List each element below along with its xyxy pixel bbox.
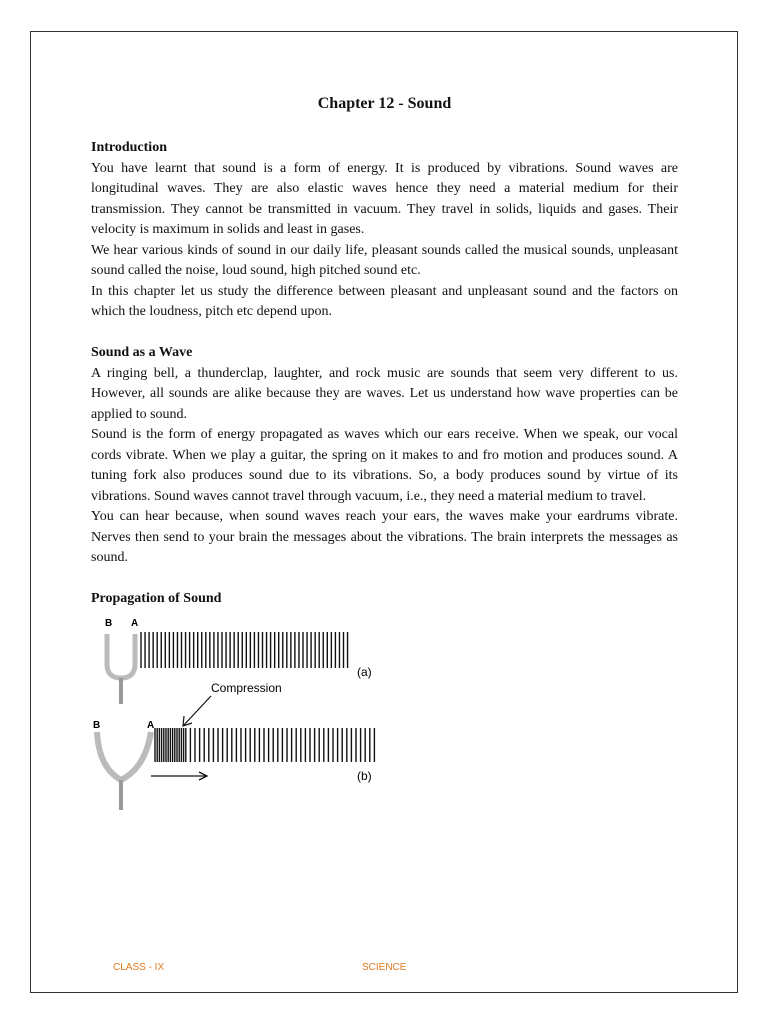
paragraph: A ringing bell, a thunderclap, laughter, and rock music are sounds that seem very different to us. However, all sounds are alike because they are waves. Let us understand how wave properties can be applied to sound.	[91, 365, 678, 422]
paragraph: In this chapter let us study the difference between pleasant and unpleasant sound and the factors on which the loudness, pitch etc depend upon.	[91, 283, 678, 319]
paragraph: You can hear because, when sound waves reach your ears, the waves make your eardrums vibrate. Nerves then send to your brain the messages about the vibrations. The brain interprets the messages as sound.	[91, 509, 678, 565]
compression-arrow	[183, 696, 211, 726]
tuning-fork-diagram	[91, 612, 391, 812]
caption-b: (b)	[357, 768, 372, 783]
paragraph: You have learnt that sound is a form of energy. It is produced by vibrations. Sound waves are longitudinal waves. They are also elastic waves hence they need a material medium for their transmission. They cannot be transmitted in vacuum. They travel in solids, liquids and gases. Their velocity is maximum in solids and least in gases.	[91, 160, 678, 237]
section-heading-sound-as-wave: Sound as a Wave	[91, 345, 193, 360]
paragraph: Sound is the form of energy propagated as waves which our ears receive. When we speak, our vocal cords vibrate. When we play a guitar, the spring on it makes to and fro motion and produces sound. A tuning fork also produces sound due to its vibrations. So, a body produces sound by virtue of its vibrations. Sound waves cannot travel through vacuum, i.e., they need a material medium to travel.	[91, 427, 678, 504]
label-a-bottom: A	[147, 719, 155, 731]
footer-subject: SCIENCE	[362, 962, 407, 973]
compression-label: Compression	[211, 680, 282, 695]
label-b-bottom: B	[93, 719, 101, 731]
wave-lines-top	[141, 632, 348, 668]
wave-lines-bottom	[155, 728, 374, 762]
section-heading-propagation: Propagation of Sound	[91, 591, 222, 606]
page-title: Chapter 12 - Sound	[317, 95, 452, 112]
paragraph: We hear various kinds of sound in our daily life, pleasant sounds called the musical sounds, unpleasant sound called the noise, loud sound, high pitched sound etc.	[91, 242, 678, 278]
label-b-top: B	[105, 617, 113, 629]
tuning-fork-bottom	[97, 732, 151, 810]
tuning-fork-figure	[91, 612, 391, 812]
section-heading-introduction: Introduction	[91, 140, 167, 155]
tuning-fork-top	[107, 634, 135, 704]
page-content	[91, 94, 678, 812]
label-a-top: A	[131, 617, 139, 629]
caption-a: (a)	[357, 664, 372, 679]
footer-class: CLASS - IX	[113, 962, 165, 973]
